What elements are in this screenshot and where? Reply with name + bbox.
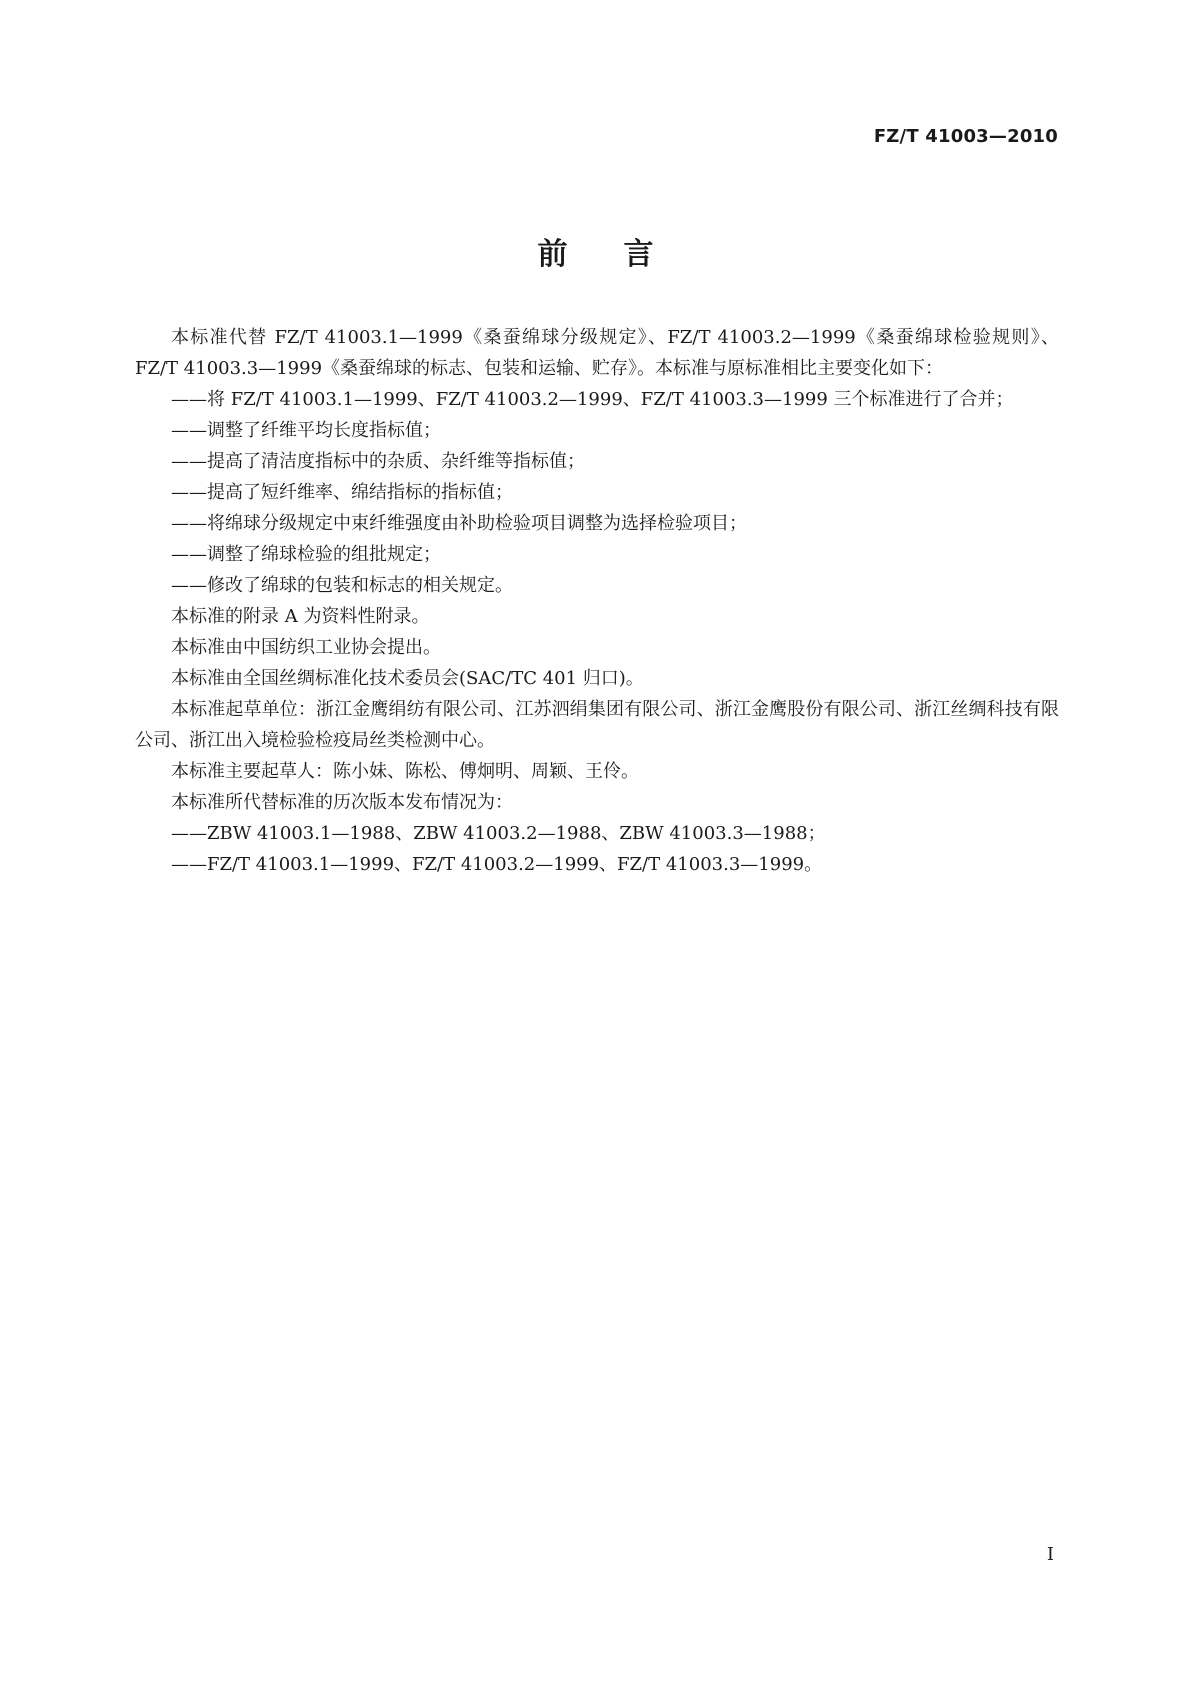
- page-title: 前言: [537, 237, 710, 272]
- preface-body: [135, 322, 1059, 880]
- standard-code: FZ/T 41003—2010: [873, 126, 1058, 147]
- page-number: I: [1046, 1544, 1054, 1565]
- change-item: ——调整了纤维平均长度指标值；: [171, 420, 441, 441]
- change-item: ——将绵球分级规定中束纤维强度由补助检验项目调整为选择检验项目；: [171, 513, 747, 534]
- change-item: ——提高了清洁度指标中的杂质、杂纤维等指标值；: [171, 451, 585, 472]
- paragraph-replaces: 本标准代替 FZ/T 41003.1—1999《桑蚕绵球分级规定》、FZ/T 41003.2—1999《桑蚕绵球检验规则》、FZ/T 41003.3—1999《桑蚕绵球的标志、包装和运输、贮存》。本标准与原标准相比主要变化如下：: [135, 327, 1059, 379]
- paragraph-drafting-units: 本标准起草单位：浙江金鹰绢纺有限公司、江苏泗绢集团有限公司、浙江金鹰股份有限公司、浙江丝绸科技有限公司、浙江出入境检验检疫局丝类检测中心。: [135, 699, 1059, 751]
- paragraph-proposer: 本标准由中国纺织工业协会提出。: [171, 637, 441, 658]
- change-item: ——提高了短纤维率、绵结指标的指标值；: [171, 482, 513, 503]
- change-item: ——将 FZ/T 41003.1—1999、FZ/T 41003.2—1999、FZ/T 41003.3—1999 三个标准进行了合并；: [171, 389, 1014, 410]
- paragraph-history-intro: 本标准所代替标准的历次版本发布情况为：: [171, 792, 513, 813]
- paragraph-appendix: 本标准的附录 A 为资料性附录。: [171, 606, 430, 627]
- paragraph-drafters: 本标准主要起草人：陈小妹、陈松、傅炯明、周颖、王伶。: [171, 761, 639, 782]
- change-item: ——修改了绵球的包装和标志的相关规定。: [171, 575, 513, 596]
- change-item: ——调整了绵球检验的组批规定；: [171, 544, 441, 565]
- history-item: ——ZBW 41003.1—1988、ZBW 41003.2—1988、ZBW 41003.3—1988；: [171, 823, 826, 844]
- history-item: ——FZ/T 41003.1—1999、FZ/T 41003.2—1999、FZ/T 41003.3—1999。: [171, 854, 823, 875]
- paragraph-committee: 本标准由全国丝绸标准化技术委员会(SAC/TC 401 归口)。: [171, 668, 644, 689]
